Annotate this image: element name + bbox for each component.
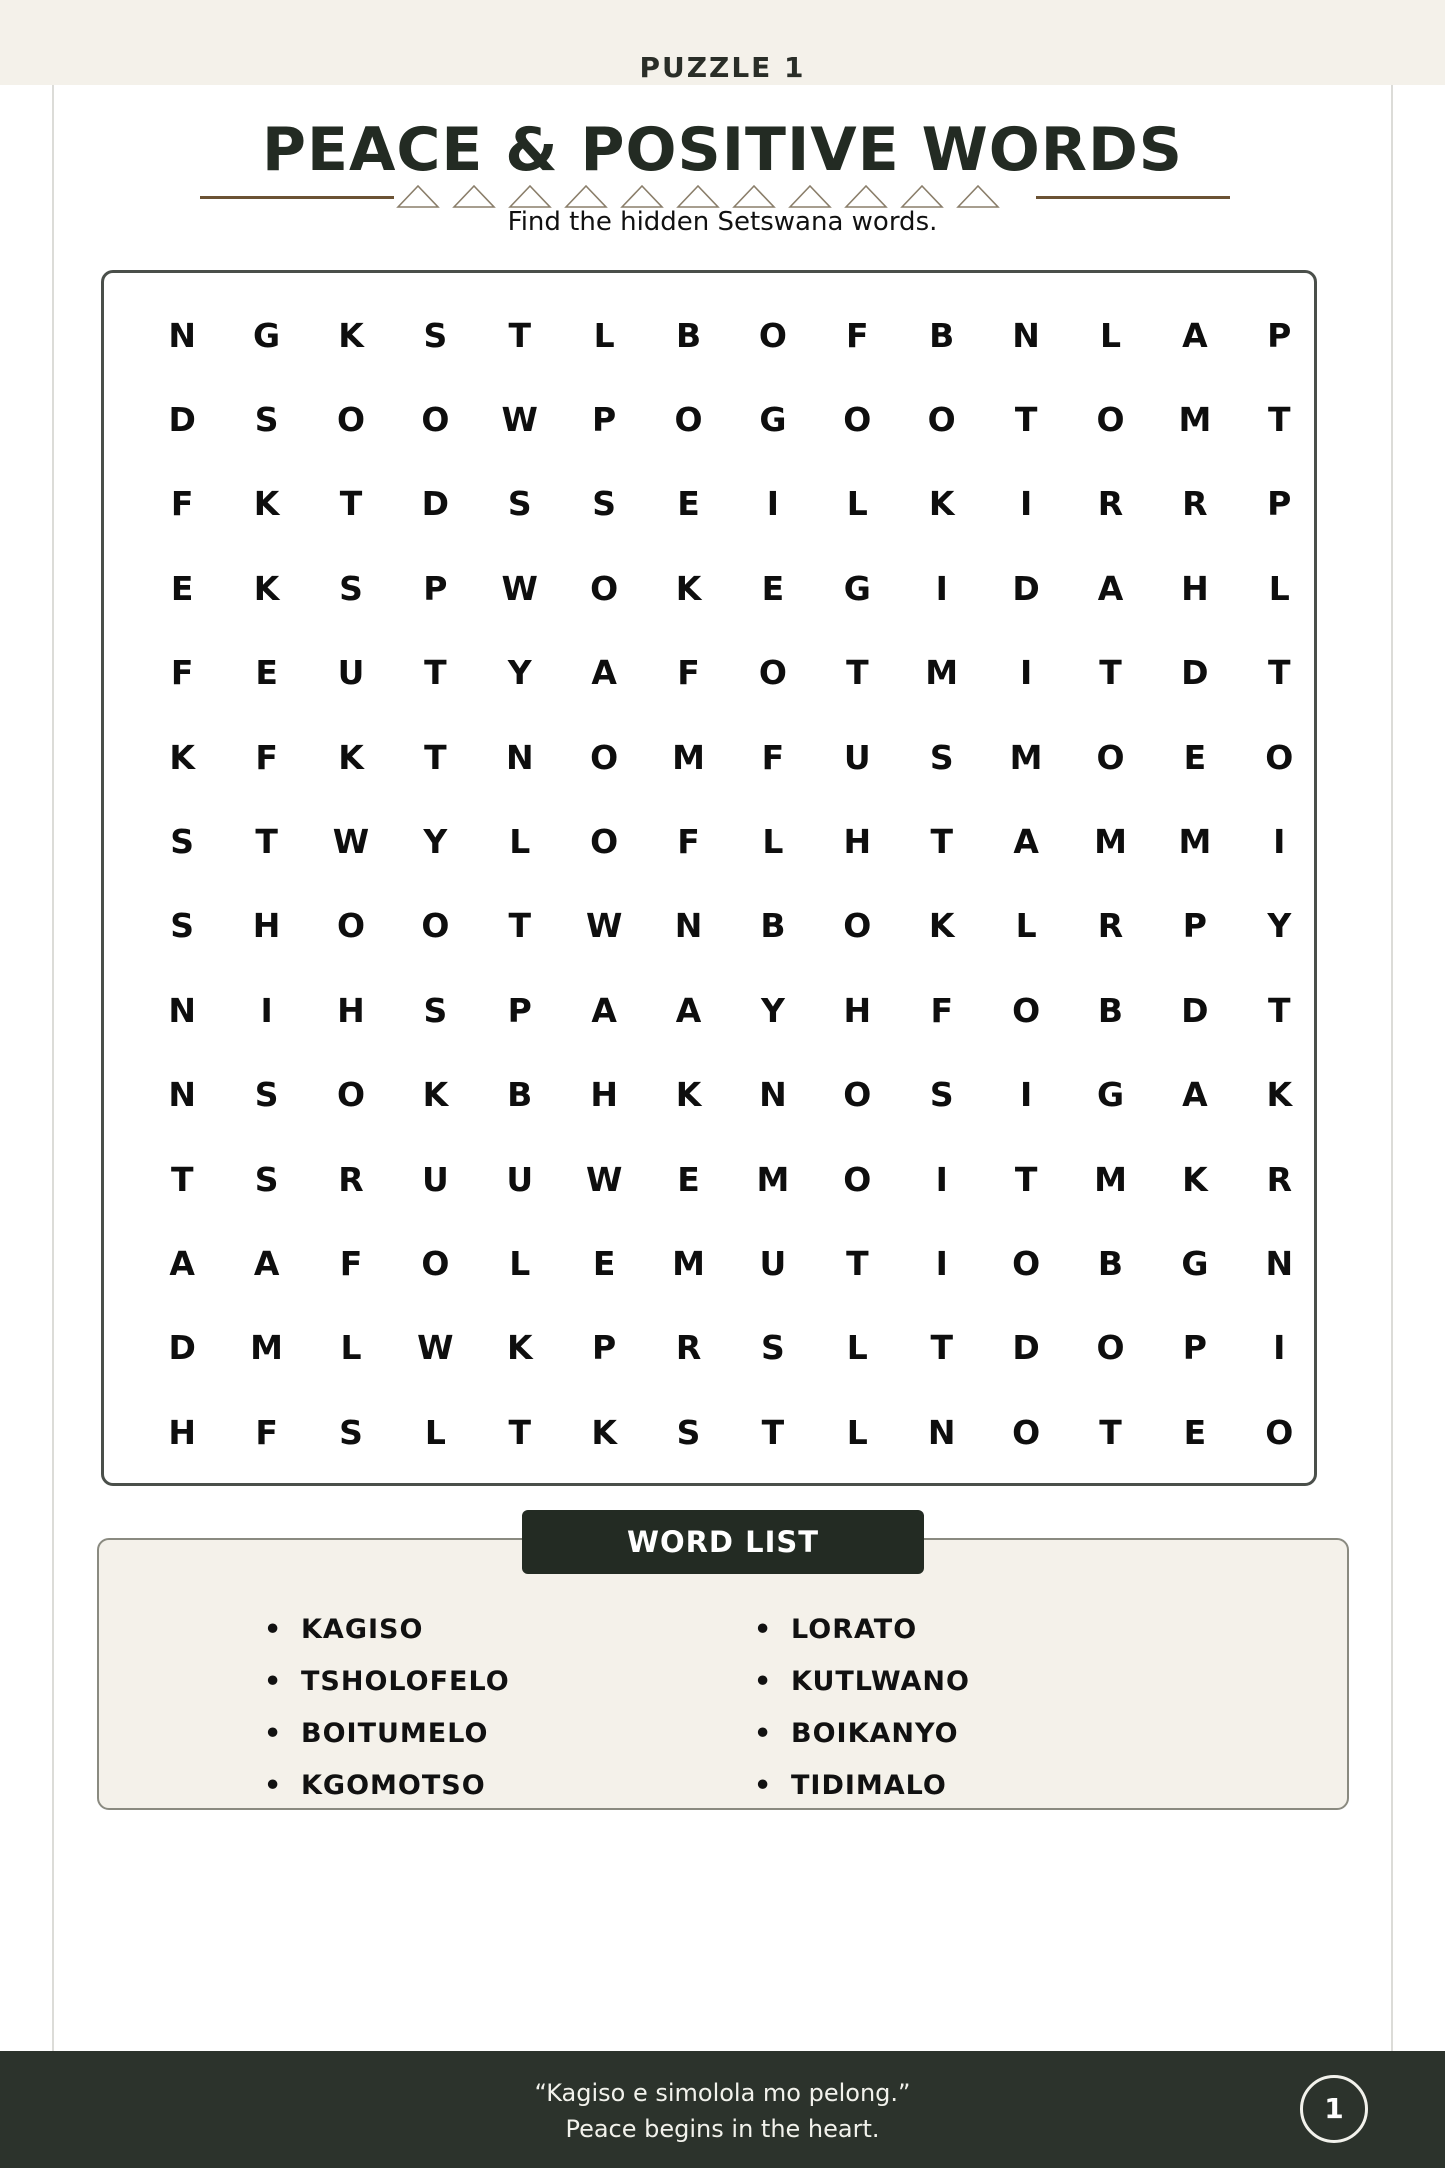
grid-cell[interactable]: R — [338, 1159, 364, 1199]
grid-cell[interactable]: M — [756, 1159, 790, 1199]
title-rule-right — [1036, 196, 1230, 199]
grid-cell[interactable]: F — [170, 653, 194, 693]
word-item: • KAGISO — [264, 1604, 510, 1656]
grid-cell[interactable]: L — [509, 1243, 531, 1283]
grid-cell[interactable]: P — [592, 400, 617, 440]
grid-cell[interactable]: E — [1183, 1412, 1207, 1452]
grid-cell[interactable]: A — [1182, 315, 1208, 355]
grid-cell[interactable]: B — [507, 1075, 533, 1115]
grid-cell[interactable]: D — [1012, 1328, 1040, 1368]
grid-cell[interactable]: H — [843, 822, 872, 862]
grid-cell[interactable]: G — [253, 315, 281, 355]
grid-cell[interactable]: S — [254, 1075, 279, 1115]
grid-cell[interactable]: O — [843, 906, 872, 946]
grid-cell[interactable]: A — [591, 990, 617, 1030]
grid-cell[interactable]: T — [1014, 400, 1038, 440]
grid-cell[interactable]: L — [1268, 568, 1290, 608]
grid-cell[interactable]: F — [761, 737, 785, 777]
grid-cell[interactable]: L — [340, 1328, 362, 1368]
grid-cell[interactable]: H — [168, 1412, 196, 1452]
grid-cell[interactable]: M — [925, 653, 959, 693]
page-title: PEACE & POSITIVE WORDS — [261, 115, 1183, 185]
grid-cell[interactable]: N — [168, 990, 196, 1030]
grid-cell[interactable]: U — [421, 1159, 449, 1199]
word-item: • BOIKANYO — [754, 1708, 970, 1760]
word-item: • BOITUMELO — [264, 1708, 510, 1760]
grid-cell[interactable]: N — [168, 1075, 196, 1115]
grid-cell[interactable]: E — [255, 653, 278, 693]
grid-cell[interactable]: R — [1097, 484, 1124, 524]
grid-cell[interactable]: S — [423, 990, 448, 1030]
grid-cell[interactable]: G — [759, 400, 787, 440]
grid-cell[interactable]: O — [421, 906, 450, 946]
grid-cell[interactable]: K — [1266, 1075, 1293, 1115]
grid-cell[interactable]: T — [1014, 1159, 1038, 1199]
grid-cell[interactable]: I — [1273, 822, 1286, 862]
grid-cell[interactable]: I — [935, 1159, 948, 1199]
grid-cell[interactable]: W — [417, 1328, 454, 1368]
title-rule-left — [200, 196, 394, 199]
puzzle-label: PUZZLE 1 — [639, 51, 806, 84]
grid-cell[interactable]: K — [253, 484, 280, 524]
grid-cell[interactable]: L — [762, 822, 784, 862]
grid-cell[interactable]: N — [168, 315, 196, 355]
grid-cell[interactable]: U — [506, 1159, 534, 1199]
grid-cell[interactable]: U — [843, 737, 871, 777]
grid-cell[interactable]: O — [336, 1075, 365, 1115]
grid-cell[interactable]: O — [336, 906, 365, 946]
grid-cell[interactable]: T — [255, 822, 278, 862]
puzzle-grid-frame — [101, 270, 1317, 1486]
grid-cell[interactable]: Y — [423, 822, 448, 862]
grid-cell[interactable]: L — [846, 1412, 868, 1452]
grid-cell[interactable]: E — [677, 484, 700, 524]
grid-cell[interactable]: N — [674, 906, 703, 946]
grid-cell[interactable]: F — [930, 990, 953, 1030]
grid-cell[interactable]: W — [501, 400, 538, 440]
grid-cell[interactable]: T — [1099, 1412, 1122, 1452]
grid-cell[interactable]: S — [507, 484, 532, 524]
word-list-right-column — [754, 1604, 970, 1812]
grid-cell[interactable]: B — [1097, 1243, 1124, 1283]
grid-cell[interactable]: Y — [1267, 906, 1292, 946]
grid-cell[interactable]: N — [759, 1075, 787, 1115]
grid-cell[interactable]: N — [505, 737, 534, 777]
grid-cell[interactable]: E — [761, 568, 785, 608]
grid-cell[interactable]: S — [254, 400, 279, 440]
grid-cell[interactable]: G — [1181, 1243, 1209, 1283]
grid-cell[interactable]: M — [672, 1243, 705, 1283]
grid-cell[interactable]: T — [424, 737, 447, 777]
grid-cell[interactable]: E — [170, 568, 194, 608]
footer-quote-english: Peace begins in the heart. — [565, 2115, 880, 2143]
grid-cell[interactable]: I — [935, 568, 948, 608]
grid-cell[interactable]: S — [170, 822, 195, 862]
grid-cell[interactable]: B — [675, 315, 702, 355]
word-item: • TIDIMALO — [754, 1760, 970, 1812]
grid-cell[interactable]: L — [846, 1328, 868, 1368]
grid-cell[interactable]: H — [252, 906, 281, 946]
grid-cell[interactable]: M — [672, 737, 705, 777]
grid-cell[interactable]: O — [843, 400, 872, 440]
grid-cell[interactable]: M — [1094, 1159, 1127, 1199]
grid-cell[interactable]: P — [1267, 484, 1292, 524]
word-item: • KGOMOTSO — [264, 1760, 510, 1812]
left-margin-line — [52, 85, 54, 2051]
grid-cell[interactable]: O — [927, 400, 956, 440]
grid-cell[interactable]: U — [759, 1243, 787, 1283]
grid-cell[interactable]: S — [423, 315, 448, 355]
grid-cell[interactable]: T — [1268, 990, 1291, 1030]
grid-cell[interactable]: F — [846, 315, 869, 355]
grid-cell[interactable]: K — [253, 568, 280, 608]
grid-cell[interactable]: D — [1181, 653, 1209, 693]
grid-cell[interactable]: O — [421, 400, 450, 440]
grid-cell[interactable]: T — [339, 484, 363, 524]
grid-cell[interactable]: P — [423, 568, 448, 608]
grid-cell[interactable]: T — [170, 1159, 194, 1199]
grid-cell[interactable]: I — [1273, 1328, 1286, 1368]
grid-cell[interactable]: P — [507, 990, 532, 1030]
grid-cell[interactable]: L — [846, 484, 868, 524]
grid-cell[interactable]: O — [1012, 1412, 1041, 1452]
grid-cell[interactable]: A — [1182, 1075, 1208, 1115]
grid-cell[interactable]: R — [1097, 906, 1124, 946]
grid-cell[interactable]: T — [846, 653, 869, 693]
grid-cell[interactable]: K — [928, 484, 955, 524]
grid-cell[interactable]: Y — [760, 990, 785, 1030]
grid-cell[interactable]: H — [590, 1075, 618, 1115]
grid-cell[interactable]: E — [1183, 737, 1207, 777]
grid-cell[interactable]: L — [424, 1412, 446, 1452]
grid-cell[interactable]: T — [424, 653, 447, 693]
grid-cell[interactable]: I — [766, 484, 780, 524]
grid-cell[interactable]: A — [675, 990, 702, 1030]
grid-cell[interactable]: E — [592, 1243, 616, 1283]
grid-cell[interactable]: F — [255, 737, 278, 777]
grid-cell[interactable]: M — [1009, 737, 1043, 777]
grid-cell[interactable]: N — [927, 1412, 956, 1452]
grid-cell[interactable]: S — [592, 484, 617, 524]
grid-cell[interactable]: O — [843, 1159, 872, 1199]
grid-cell[interactable]: O — [1012, 1243, 1041, 1283]
grid-cell[interactable]: T — [930, 822, 953, 862]
grid-cell[interactable]: K — [338, 315, 364, 355]
grid-cell[interactable]: O — [1265, 737, 1294, 777]
grid-cell[interactable]: K — [506, 1328, 533, 1368]
grid-cell[interactable]: I — [260, 990, 273, 1030]
grid-cell[interactable]: O — [674, 400, 703, 440]
grid-cell[interactable]: A — [1013, 822, 1039, 862]
grid-cell[interactable]: S — [676, 1412, 701, 1452]
grid-cell[interactable]: F — [339, 1243, 363, 1283]
word-list-left-column — [264, 1604, 510, 1812]
grid-cell[interactable]: R — [675, 1328, 702, 1368]
word-list-label: WORD LIST — [522, 1510, 924, 1574]
grid-cell[interactable]: O — [590, 568, 619, 608]
grid-cell[interactable]: P — [1267, 315, 1292, 355]
grid-cell[interactable]: I — [1019, 653, 1033, 693]
grid-cell[interactable]: D — [1012, 568, 1040, 608]
grid-cell[interactable]: O — [843, 1075, 872, 1115]
grid-cell[interactable]: K — [675, 568, 702, 608]
grid-cell[interactable]: L — [509, 822, 531, 862]
grid-cell[interactable]: S — [170, 906, 195, 946]
word-item: • LORATO — [754, 1604, 970, 1656]
grid-cell[interactable]: O — [758, 315, 787, 355]
grid-cell[interactable]: E — [677, 1159, 700, 1199]
grid-cell[interactable]: K — [1182, 1159, 1208, 1199]
grid-cell[interactable]: K — [422, 1075, 449, 1115]
grid-cell[interactable]: K — [338, 737, 364, 777]
grid-cell[interactable]: T — [930, 1328, 953, 1368]
grid-cell[interactable]: T — [508, 315, 532, 355]
grid-cell[interactable]: N — [1012, 315, 1040, 355]
grid-cell[interactable]: R — [1182, 484, 1208, 524]
grid-cell[interactable]: O — [758, 653, 787, 693]
word-item: • KUTLWANO — [754, 1656, 970, 1708]
grid-cell[interactable]: F — [170, 484, 194, 524]
grid-cell[interactable]: W — [585, 906, 623, 946]
grid-cell[interactable]: H — [843, 990, 872, 1030]
page-number-badge: 1 — [1300, 2075, 1368, 2143]
grid-cell[interactable]: D — [421, 484, 450, 524]
grid-cell[interactable]: F — [677, 822, 700, 862]
grid-cell[interactable]: K — [591, 1412, 617, 1452]
grid-cell[interactable]: W — [332, 822, 370, 862]
grid-cell[interactable]: W — [585, 1159, 623, 1199]
grid-cell[interactable]: M — [1178, 400, 1212, 440]
grid-cell[interactable]: B — [760, 906, 786, 946]
grid-cell[interactable]: S — [339, 568, 363, 608]
right-margin-line — [1391, 85, 1393, 2051]
grid-cell[interactable]: T — [1268, 653, 1291, 693]
grid-cell[interactable]: O — [1265, 1412, 1294, 1452]
grid-cell[interactable]: B — [929, 315, 955, 355]
grid-cell[interactable]: A — [1097, 568, 1124, 608]
grid-cell[interactable]: T — [1099, 653, 1122, 693]
grid-cell[interactable]: S — [929, 737, 954, 777]
grid-cell[interactable]: L — [1015, 906, 1037, 946]
grid-cell[interactable]: A — [253, 1243, 280, 1283]
grid-cell[interactable]: O — [1012, 990, 1041, 1030]
grid-cell[interactable]: H — [1181, 568, 1209, 608]
grid-cell[interactable]: T — [761, 1412, 785, 1452]
grid-cell[interactable]: N — [1265, 1243, 1294, 1283]
grid-cell[interactable]: F — [677, 653, 700, 693]
grid-cell[interactable]: T — [846, 1243, 869, 1283]
grid-cell[interactable]: W — [501, 568, 538, 608]
grid-cell[interactable]: O — [1096, 1328, 1125, 1368]
grid-cell[interactable]: D — [1181, 990, 1209, 1030]
grid-cell[interactable]: B — [1097, 990, 1124, 1030]
grid-cell[interactable]: P — [592, 1328, 617, 1368]
instructions: Find the hidden Setswana words. — [507, 207, 938, 237]
grid-cell[interactable]: M — [250, 1328, 283, 1368]
grid-cell[interactable]: F — [255, 1412, 278, 1452]
grid-cell[interactable]: L — [1099, 315, 1121, 355]
grid-cell[interactable]: A — [591, 653, 617, 693]
grid-cell[interactable]: P — [1182, 906, 1207, 946]
grid-cell[interactable]: K — [675, 1075, 702, 1115]
grid-cell[interactable]: S — [254, 1159, 279, 1199]
grid-cell[interactable]: O — [336, 400, 365, 440]
grid-cell[interactable]: D — [168, 1328, 196, 1368]
grid-cell[interactable]: I — [1019, 484, 1033, 524]
grid-cell[interactable]: M — [1094, 822, 1127, 862]
grid-cell[interactable]: I — [935, 1243, 948, 1283]
grid-cell[interactable]: D — [168, 400, 196, 440]
grid-cell[interactable]: L — [593, 315, 615, 355]
grid-cell[interactable]: G — [1096, 1075, 1125, 1115]
grid-cell[interactable]: K — [169, 737, 195, 777]
grid-cell[interactable]: T — [1268, 400, 1291, 440]
grid-cell[interactable]: S — [929, 1075, 954, 1115]
grid-cell[interactable]: M — [1178, 822, 1212, 862]
grid-cell[interactable]: G — [843, 568, 871, 608]
grid-cell[interactable]: T — [508, 1412, 532, 1452]
grid-cell[interactable]: O — [1096, 400, 1125, 440]
grid-cell[interactable]: O — [590, 822, 619, 862]
grid-cell[interactable]: S — [339, 1412, 363, 1452]
grid-cell[interactable]: K — [928, 906, 955, 946]
grid-cell[interactable]: I — [1019, 1075, 1033, 1115]
footer-quote-setswana: “Kagiso e simolola mo pelong.” — [534, 2079, 911, 2107]
grid-cell[interactable]: O — [421, 1243, 450, 1283]
grid-cell[interactable]: O — [1096, 737, 1125, 777]
grid-cell[interactable]: P — [1182, 1328, 1207, 1368]
grid-cell[interactable]: A — [169, 1243, 195, 1283]
letter-grid — [140, 293, 1321, 1474]
grid-cell[interactable]: R — [1266, 1159, 1292, 1199]
grid-cell[interactable]: H — [337, 990, 365, 1030]
word-item: • TSHOLOFELO — [264, 1656, 510, 1708]
grid-cell[interactable]: U — [337, 653, 365, 693]
grid-cell[interactable]: Y — [507, 653, 532, 693]
grid-cell[interactable]: T — [508, 906, 532, 946]
grid-cell[interactable]: S — [761, 1328, 785, 1368]
grid-cell[interactable]: O — [590, 737, 619, 777]
